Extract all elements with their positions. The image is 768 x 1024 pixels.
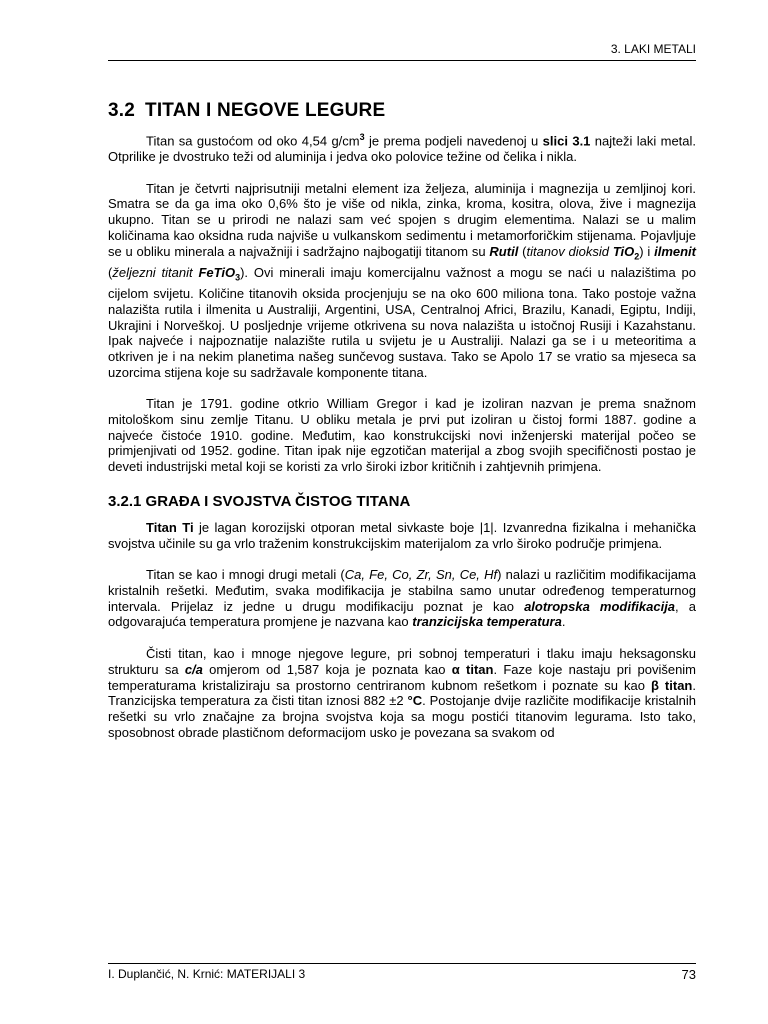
paragraph-occurrence: Titan je četvrti najprisutniji metalni element iza željeza, aluminija i magnezija u zemljinoj kori. Smatra se da ga ima oko 0,6% što je više od nikla, zinka, kroma, kositra, olova, žive i magnezija ukupno. Titan se u prirodi ne nalazi sam već spojen s drugim elementima. Nalazi se u malim količinama kao oksidna ruda najviše u vulkanskom sedimentu i metamorforičkim stijenama. Pojavljuje se u obliku minerala a najvažniji i sadržajno najbogatiji titanom su Rutil (titanov dioksid TiO$_2$) i ilmenit (željezni titanit FeTiO$_3$). Ovi minerali imaju komercijalnu važnost a mogu se naći u nalazištima po cijelom svijetu. Količine titanovih oksida procjenjuju se na oko 600 miliona tona. Tako postoje važna nalazišta rutila i ilmenita u Australiji, Argentini, USA, Centralnoj Africi, Brazilu, Kanadi, Egiptu, Indiji, Ukrajini i Norveškoj. U posljednje vrijeme otkrivena su nova nalazišta u istočnoj Rusiji i Kazahstanu. Ipak najveće i najpoznatije nalazište rutila u svijetu je u Australiji. Nalazi ga se i u meteoritima a otkriven je i na nekim planetima našeg sunčevog sustava. Tako se Apolo 17 se vratio sa mjeseca sa uzorcima stijena koje su sadržavale komponente titana. <box>108 180 696 380</box>
paragraph-structure: Čisti titan, kao i mnoge njegove legure, pri sobnoj temperaturi i tlaku imaju heksagonsku strukturu sa c/a omjerom od 1,587 koja je poznata kao α titan. Faze koje nastaju pri povišenim temperaturama kristaliziraju sa prostorno centriranom kubnom rešetkom i poznate su kao β titan. Tranzicijska temperatura za čisti titan iznosi 882 ±2 °C. Postojanje dvije različite modifikacije kristalnih rešetki su vrlo značajne za brojna svojstva koja sa mogu postići titanovim legurama. Isto tako, sposobnost obrade plastičnom deformacijom usko je povezana sa svakom od <box>108 646 697 740</box>
term-ilmenit: ilmenit <box>654 243 696 259</box>
metals-list: Ca, Fe, Co, Zr, Sn, Ce, Hf <box>344 567 498 583</box>
term-alotropska: alotropska modifikacija <box>524 598 676 614</box>
subsection-title: GRAĐA I SVOJSTVA ČISTOG TITANA <box>145 492 411 510</box>
page-footer <box>108 963 696 986</box>
running-header-title: 3. LAKI METALI <box>610 42 696 56</box>
paragraph-density: Titan sa gustoćom od oko 4,54 $g/cm^3$ je prema podjeli navedenoj u slici 3.1 najteži laki metal. Otprilike je dvostruko teži od aluminija i jedva oko polovice težine od čelika i nikla. <box>108 132 697 165</box>
page-content <box>108 100 696 740</box>
paragraph-modifications: Titan se kao i mnogi drugi metali (Ca, Fe, Co, Zr, Sn, Ce, Hf) nalazi u različitim modifikacijama kristalnih rešetki. Međutim, svaka modifikacija je stabilna samo unutar određenog temperaturnog intervala. Prijelaz iz jedne u drugu modifikaciju poznat je kao alotropska modifikacija, a odgovarajuća temperatura promjene je nazvana kao tranzicijska temperatura. <box>108 567 696 630</box>
page-header <box>108 38 696 61</box>
formula-tio2: TiO <box>612 243 635 259</box>
footer-author: I. Duplančić, N. Krnić: MATERIJALI 3 <box>108 967 306 981</box>
subsection-heading <box>108 493 696 510</box>
paragraph-history: Titan je 1791. godine otkrio William Gregor i kad je izoliran nazvan je prema snažnom mitološkom sinu zemlje Titanu. U obliku metala je prvi put izoliran u čistoj formi 1887. godine a najveće čistoće 1910. godine. Međutim, kao konstrukcijski novi inženjerski materijal počeo se primjenjivati od 1952. godine. Titan ipak nije egzotičan materijal a zbog svojih specifičnosti postao je deveti industrijski metal koji se koristi za vrlo široki izbor kritičnih i zahtjevnih primjena. <box>108 396 696 475</box>
term-alpha-titan: α titan <box>451 661 494 677</box>
term-rutil: Rutil <box>489 243 519 259</box>
term-tranzicijska: tranzicijska temperatura <box>412 614 562 630</box>
section-number: 3.2 <box>108 100 136 121</box>
figure-reference: slici 3.1 <box>542 133 591 149</box>
temperature-unit: °C <box>407 693 423 709</box>
term-ca-ratio: c/a <box>184 661 203 677</box>
formula-fetio3: FeTiO <box>198 264 236 280</box>
section-title: TITAN I NEGOVE LEGURE <box>145 100 386 121</box>
page-number: 73 <box>681 967 696 982</box>
term-titan-ti: Titan Ti <box>146 519 194 535</box>
section-heading <box>108 100 696 122</box>
paragraph-properties: Titan Ti je lagan korozijski otporan metal sivkaste boje |1|. Izvanredna fizikalna i mehanička svojstva učinile su ga vrlo traženim konstrukcijskim materijalom za vrlo široko područje primjena. <box>108 519 697 551</box>
subsection-number: 3.2.1 <box>108 492 142 510</box>
term-beta-titan: β titan <box>650 677 693 693</box>
